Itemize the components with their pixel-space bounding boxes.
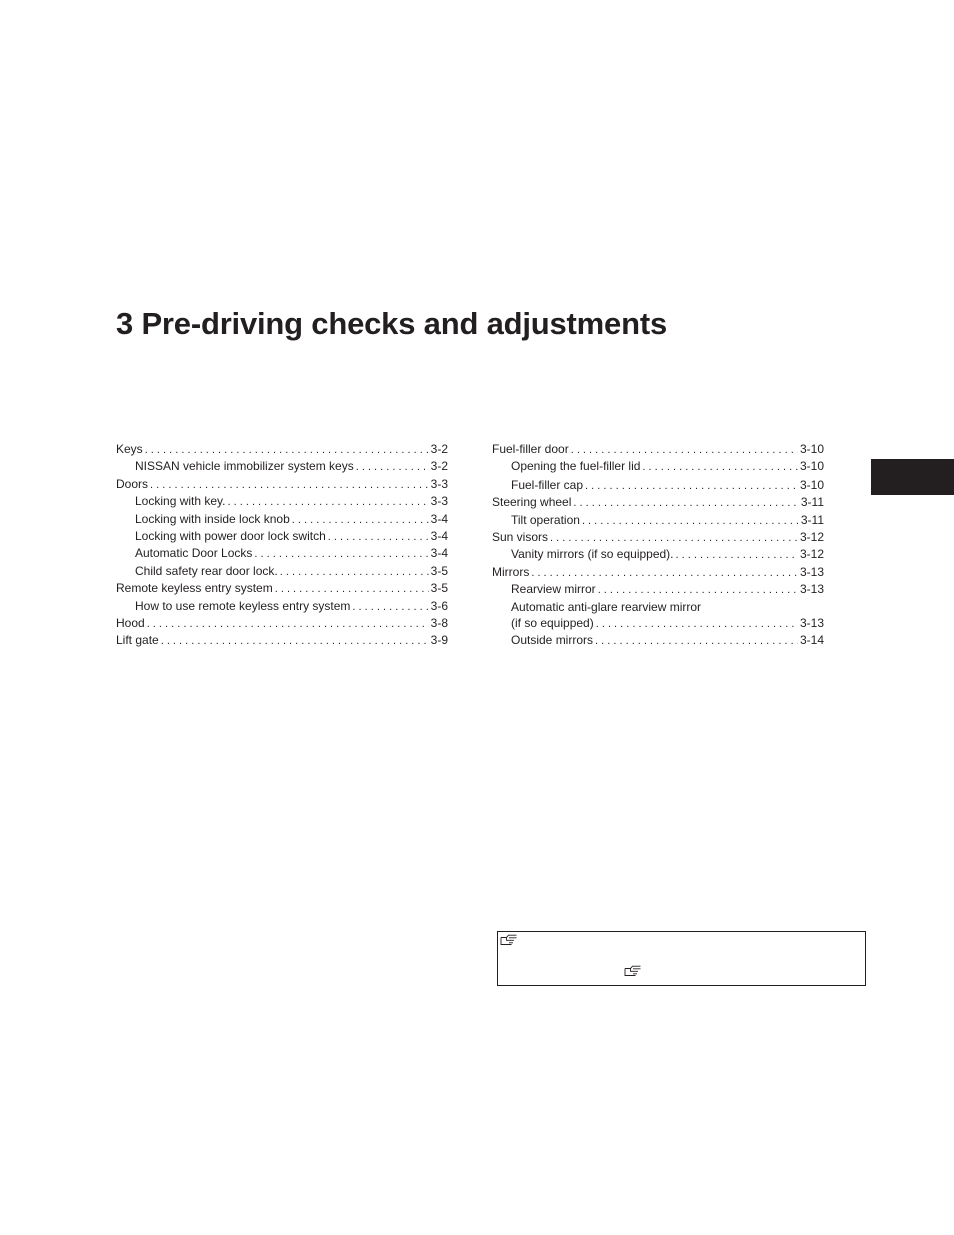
toc-entry-rearview-mirror[interactable]: Rearview mirror . . . 3-13 xyxy=(492,581,824,598)
toc-entry-tilt-operation[interactable]: Tilt operation . . . 3-11 xyxy=(492,512,824,529)
toc-entry-lift-gate[interactable]: Lift gate . . . 3-9 xyxy=(116,632,448,649)
toc-entry-mirrors[interactable]: Mirrors . . . 3-13 xyxy=(492,564,824,581)
toc-entry-remote-keyless-entry[interactable]: Remote keyless entry system . . . 3-5 xyxy=(116,580,448,597)
toc-entry-how-to-use-remote[interactable]: How to use remote keyless entry system . . . 3-6 xyxy=(116,598,448,615)
toc-entry-vanity-mirrors[interactable]: Vanity mirrors (if so equipped). . . . 3-12 xyxy=(492,546,824,563)
chapter-title: 3 Pre-driving checks and adjustments xyxy=(116,306,667,341)
toc-entry-steering-wheel[interactable]: Steering wheel . . . 3-11 xyxy=(492,494,824,511)
toc-entry-fuel-filler-cap[interactable]: Fuel-filler cap . . . 3-10 xyxy=(492,477,824,494)
toc-left-column xyxy=(116,441,448,650)
toc-entry-keys[interactable]: Keys . . . 3-2 xyxy=(116,441,448,458)
toc-entry-hood[interactable]: Hood . . . 3-8 xyxy=(116,615,448,632)
toc-entry-anti-glare-mirror-cont[interactable]: (if so equipped) . . . 3-13 xyxy=(492,615,824,632)
pointing-hand-icon xyxy=(500,934,518,946)
toc-entry-child-safety-lock[interactable]: Child safety rear door lock. . . . 3-5 xyxy=(116,563,448,580)
toc-entry-immobilizer-keys[interactable]: NISSAN vehicle immobilizer system keys . . . 3-2 xyxy=(116,458,448,475)
toc-entry-automatic-door-locks[interactable]: Automatic Door Locks . . . 3-4 xyxy=(116,545,448,562)
toc-entry-anti-glare-mirror[interactable]: Automatic anti-glare rearview mirror xyxy=(511,599,702,614)
toc-entry-fuel-filler-door[interactable]: Fuel-filler door . . . 3-10 xyxy=(492,441,824,458)
reference-note-box xyxy=(497,931,866,986)
toc-entry-inside-lock-knob[interactable]: Locking with inside lock knob . . . 3-4 xyxy=(116,511,448,528)
chapter-tab-marker xyxy=(871,459,954,495)
toc-entry-opening-fuel-filler-lid[interactable]: Opening the fuel-filler lid . . . 3-10 xyxy=(492,458,824,475)
toc-entry-sun-visors[interactable]: Sun visors . . . 3-12 xyxy=(492,529,824,546)
toc-entry-locking-with-key[interactable]: Locking with key. . . . 3-3 xyxy=(116,493,448,510)
toc-entry-power-door-lock-switch[interactable]: Locking with power door lock switch . . . 3-4 xyxy=(116,528,448,545)
pointing-hand-icon xyxy=(624,965,642,977)
toc-entry-outside-mirrors[interactable]: Outside mirrors . . . 3-14 xyxy=(492,632,824,649)
toc-right-column xyxy=(492,441,824,650)
toc-entry-doors[interactable]: Doors . . . 3-3 xyxy=(116,476,448,493)
